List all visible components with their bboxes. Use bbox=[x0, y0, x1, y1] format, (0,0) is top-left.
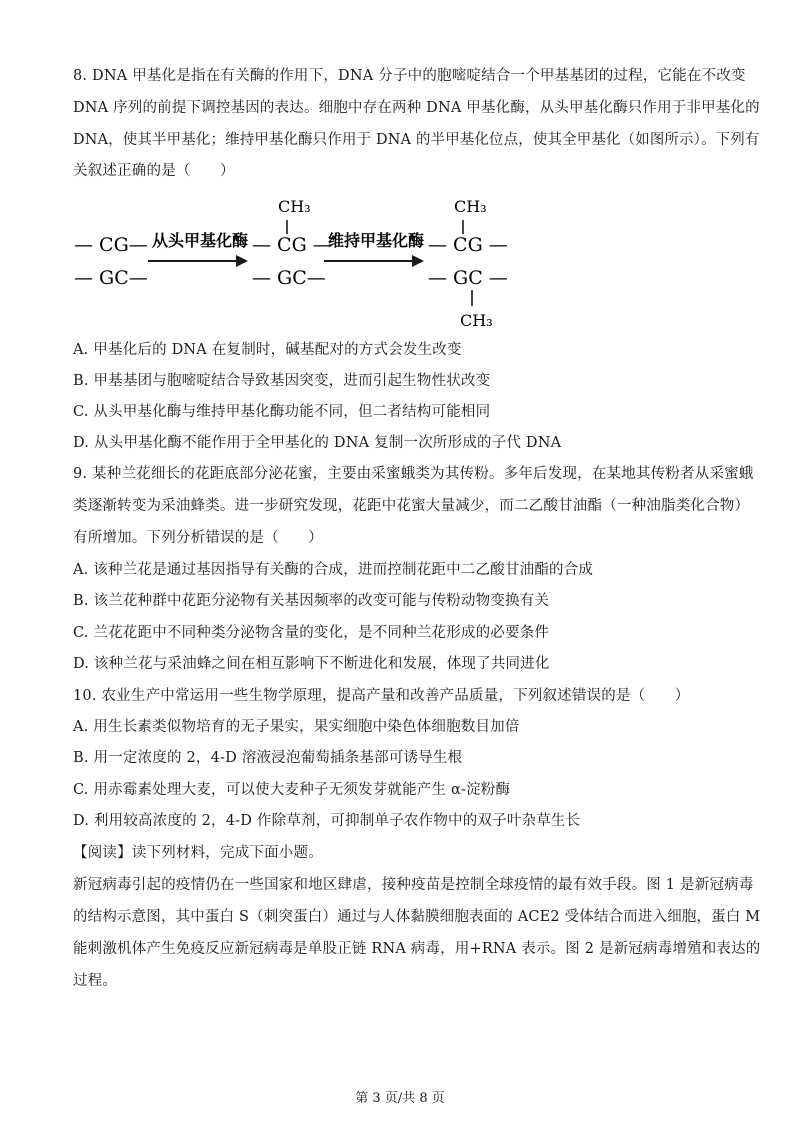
q8-option-b: B. 甲基基团与胞嘧啶结合导致基因突变，进而引起生物性状改变 bbox=[73, 373, 491, 389]
q10-line-1: 10. 农业生产中常运用一些生物学原理，提高产量和改善产品质量，下列叙述错误的是（ ） bbox=[73, 688, 690, 704]
q8-option-a: A. 甲基化后的 DNA 在复制时，碱基配对的方式会发生改变 bbox=[73, 342, 462, 358]
q8-line-1: 8. DNA 甲基化是指在有关酶的作用下，DNA 分子中的胞嘧啶结合一个甲基基团的过程，它能在不改变 bbox=[73, 68, 746, 84]
q8-line-2: DNA 序列的前提下调控基因的表达。细胞中存在两种 DNA 甲基化酶，从头甲基化酶只作用于非甲基化的 bbox=[73, 100, 760, 116]
q9-line-2: 类逐渐转变为采油蜂类。进一步研究发现，花距中花蜜大量减少，而二乙酸甘油酯（一种油脂类化合物） bbox=[73, 498, 750, 514]
arrow2-head bbox=[412, 255, 424, 267]
diagram-cg-mid: — CG — bbox=[252, 234, 332, 256]
diagram-cg-right: — CG — bbox=[428, 234, 508, 256]
page-number: 第 3 页/共 8 页 bbox=[355, 1091, 445, 1106]
q10-option-b: B. 用一定浓度的 2，4-D 溶液浸泡葡萄插条基部可诱导生根 bbox=[73, 750, 463, 766]
q9-option-c: C. 兰花花距中不同种类分泌物含量的变化，是不同种兰花形成的必要条件 bbox=[73, 625, 550, 641]
reading-line-3: 能刺激机体产生免疫反应新冠病毒是单股正链 RNA 病毒，用+RNA 表示。图 2 是新冠病毒增殖和表达的 bbox=[73, 941, 761, 957]
q9-line-3: 有所增加。下列分析错误的是（ ） bbox=[73, 530, 323, 546]
q8-line-4: 关叙述正确的是（ ） bbox=[73, 163, 235, 179]
diagram-ch3-top-right: CH₃ bbox=[454, 197, 487, 216]
q9-option-b: B. 该兰花种群中花距分泌物有关基因频率的改变可能与传粉动物变换有关 bbox=[73, 593, 550, 609]
q10-option-c: C. 用赤霉素处理大麦，可以使大麦种子无须发芽就能产生 α-淀粉酶 bbox=[73, 782, 511, 798]
q10-option-a: A. 用生长素类似物培育的无子果实，果实细胞中染色体细胞数目加倍 bbox=[73, 719, 520, 735]
arrow2-label: 维持甲基化酶 bbox=[328, 231, 425, 250]
diagram-cg-left: — CG— bbox=[74, 234, 148, 256]
q8-line-3: DNA，使其半甲基化；维持甲基化酶只作用于 DNA 的半甲基化位点，使其全甲基化（如图所示）。下列有 bbox=[73, 132, 760, 148]
reading-line-4: 过程。 bbox=[73, 973, 118, 989]
q9-option-a: A. 该种兰花是通过基因指导有关酶的合成，进而控制花距中二乙酸甘油酯的合成 bbox=[73, 562, 594, 578]
q8-option-c: C. 从头甲基化酶与维持甲基化酶功能不同，但二者结构可能相同 bbox=[73, 404, 491, 420]
reading-line-2: 的结构示意图，其中蛋白 S（刺突蛋白）通过与人体黏膜细胞表面的 ACE2 受体结合而进入细胞，蛋白 M bbox=[73, 909, 761, 925]
diagram-ch3-top-mid: CH₃ bbox=[278, 197, 311, 216]
methylation-diagram bbox=[60, 188, 580, 338]
diagram-gc-mid: — GC— bbox=[252, 267, 326, 289]
q10-option-d: D. 利用较高浓度的 2，4-D 作除草剂，可抑制单子农作物中的双子叶杂草生长 bbox=[73, 813, 581, 829]
arrow1-label: 从头甲基化酶 bbox=[152, 231, 249, 250]
q9-option-d: D. 该种兰花与采油蜂之间在相互影响下不断进化和发展，体现了共同进化 bbox=[73, 656, 550, 672]
reading-header: 【阅读】读下列材料，完成下面小题。 bbox=[73, 845, 323, 861]
diagram-gc-right: — GC — bbox=[428, 267, 508, 289]
diagram-ch3-bottom-right: CH₃ bbox=[460, 311, 493, 330]
reading-line-1: 新冠病毒引起的疫情仍在一些国家和地区肆虐，接种疫苗是控制全球疫情的最有效手段。图 1 是新冠病毒 bbox=[73, 877, 754, 893]
q9-line-1: 9. 某种兰花细长的花距底部分泌花蜜，主要由采蜜蛾类为其传粉。多年后发现，在某地其传粉者从采蜜蛾 bbox=[73, 466, 754, 482]
diagram-gc-left: — GC— bbox=[74, 267, 148, 289]
q8-option-d: D. 从头甲基化酶不能作用于全甲基化的 DNA 复制一次所形成的子代 DNA bbox=[73, 435, 562, 451]
arrow1-head bbox=[236, 255, 248, 267]
